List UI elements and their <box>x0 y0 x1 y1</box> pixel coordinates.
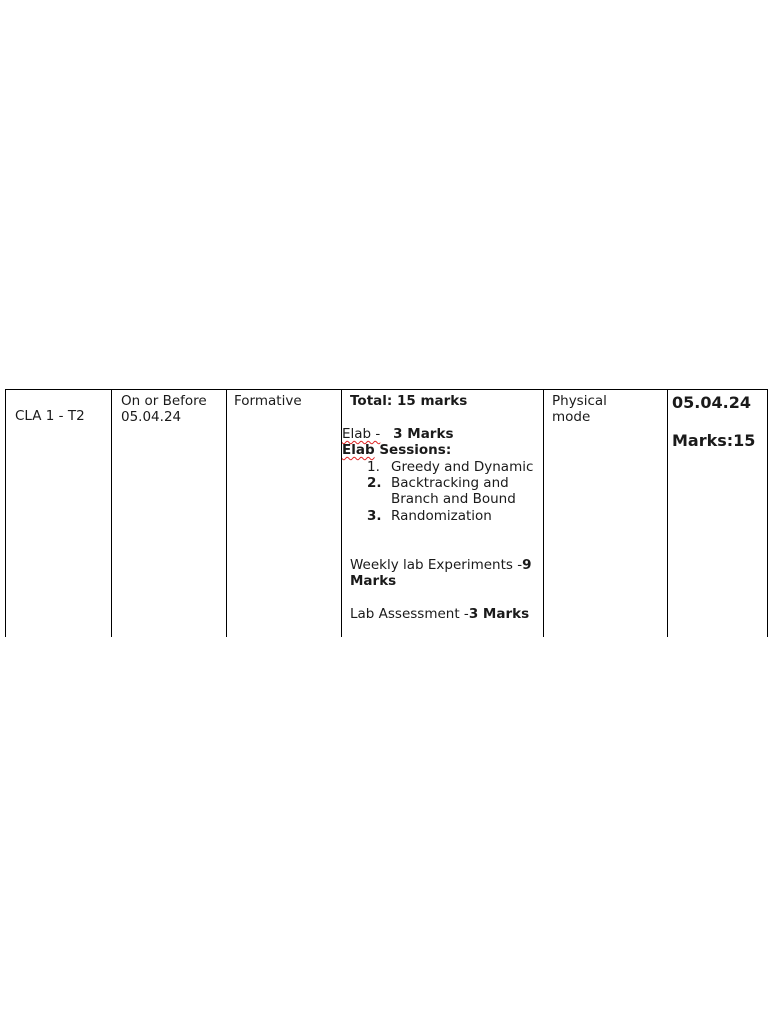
deadline-line1: On or Before <box>121 393 207 409</box>
cell-type <box>227 390 342 637</box>
assessment-line: Lab Assessment -3 Marks <box>350 606 530 622</box>
cell-details: Total: 15 marks Elab - 3 Marks Elab Sessions: 1. Greedy and Dynamic 2. Backtracking and Branch and Bound 3. Randomization Weekly lab Experiments -9 Marks Lab Assessment -3 Marks <box>342 390 544 637</box>
mode-line2: mode <box>552 409 591 425</box>
cell-date-marks <box>668 390 768 637</box>
elab-line <box>342 426 453 443</box>
sessions-heading: Elab Sessions: <box>342 442 452 458</box>
weekly-line: Weekly lab Experiments -9 <box>350 557 532 573</box>
elab-marks: 3 Marks <box>393 426 454 442</box>
total-marks: Total: 15 marks <box>350 393 468 409</box>
cell-deadline <box>112 390 227 637</box>
marks-total: Marks:15 <box>672 431 756 450</box>
activity-label: CLA 1 - T2 <box>15 408 85 424</box>
elab-prefix: Elab - <box>342 426 381 442</box>
cell-mode <box>544 390 668 637</box>
deadline-line2: 05.04.24 <box>121 409 182 425</box>
assessment-type: Formative <box>234 393 302 409</box>
due-date: 05.04.24 <box>672 393 751 412</box>
weekly-marks: Marks <box>350 573 397 589</box>
mode-line1: Physical <box>552 393 607 409</box>
assessment-table <box>5 389 768 637</box>
cell-activity <box>6 390 112 637</box>
